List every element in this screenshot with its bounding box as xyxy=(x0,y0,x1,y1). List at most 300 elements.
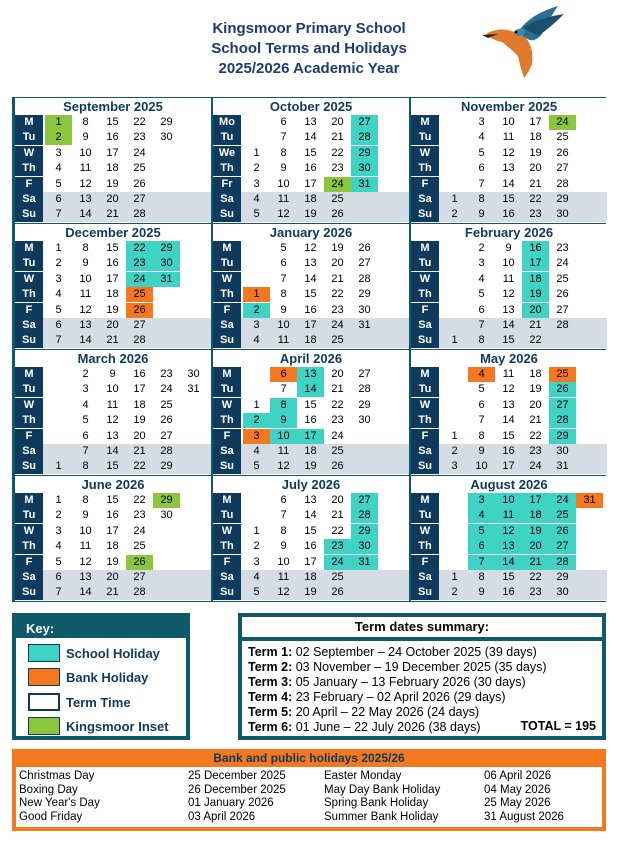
term-line: Term 2: 03 November – 19 December 2025 (35 days) xyxy=(248,660,547,674)
date-cell: 20 xyxy=(106,193,119,205)
date-cell: 4 xyxy=(253,445,260,457)
weekday-label: M xyxy=(15,241,43,256)
date-cell: 22 xyxy=(331,146,344,159)
date-cell: 17 xyxy=(502,460,515,473)
date-cell: 23 xyxy=(324,539,351,554)
date-cell: 28 xyxy=(160,445,173,457)
date-cell: 2 xyxy=(243,303,270,318)
month-title: October 2025 xyxy=(213,98,409,115)
date-cell: 18 xyxy=(133,398,146,411)
inset-swatch xyxy=(28,717,60,735)
date-cell: 27 xyxy=(133,319,146,331)
school-holiday-swatch xyxy=(28,644,60,662)
date-cell: 30 xyxy=(351,539,378,554)
holiday-name: May Day Bank Holiday xyxy=(324,783,441,796)
date-cell: 12 xyxy=(304,242,317,254)
total-days: TOTAL = 195 xyxy=(520,719,596,733)
date-cell: 24 xyxy=(133,524,146,537)
date-cell: 25 xyxy=(549,508,576,523)
date-cell: 15 xyxy=(502,193,515,205)
date-cell: 1 xyxy=(451,429,458,442)
date-cell: 22 xyxy=(331,288,344,301)
weekday-label: Sa xyxy=(411,318,439,333)
date-cell: 8 xyxy=(280,524,287,537)
date-cell: 27 xyxy=(556,303,569,316)
date-cell: 18 xyxy=(529,368,542,380)
date-cell: 21 xyxy=(331,131,344,144)
weekday-label: W xyxy=(15,398,43,413)
date-cell: 26 xyxy=(331,586,344,599)
month-title: November 2025 xyxy=(411,98,607,115)
date-cell: 18 xyxy=(304,571,317,583)
date-cell: 11 xyxy=(106,398,119,411)
date-cell: 21 xyxy=(331,509,344,522)
date-cell: 15 xyxy=(304,146,317,159)
date-cell: 1 xyxy=(55,242,62,254)
date-cell: 6 xyxy=(55,319,62,331)
weekday-label: M xyxy=(15,367,43,382)
date-cell: 30 xyxy=(358,414,371,427)
weekday-label: Tu xyxy=(213,130,241,145)
date-cell: 11 xyxy=(79,288,92,301)
month-title: March 2026 xyxy=(15,350,211,367)
date-cell: 11 xyxy=(502,131,515,144)
weekday-label: F xyxy=(411,177,439,192)
term-line: Term 1: 02 September – 24 October 2025 (39 days) xyxy=(248,645,537,659)
date-cell: 24 xyxy=(556,257,569,270)
date-cell: 10 xyxy=(277,319,290,331)
month-title: May 2026 xyxy=(411,350,607,367)
date-cell: 13 xyxy=(304,494,317,506)
term-line: Term 5: 20 April – 22 May 2026 (24 days) xyxy=(248,705,480,719)
weekday-label: W xyxy=(15,272,43,287)
date-cell: 16 xyxy=(304,540,317,553)
date-cell: 9 xyxy=(478,208,485,221)
date-cell: 26 xyxy=(331,460,344,473)
date-cell: 8 xyxy=(82,242,89,254)
weekday-label: Mo xyxy=(213,115,241,130)
date-cell: 16 xyxy=(106,131,119,144)
date-cell: 29 xyxy=(160,460,173,473)
bank-holidays-list xyxy=(16,767,602,827)
weekday-label: M xyxy=(213,493,241,508)
holiday-date: 25 May 2026 xyxy=(484,797,551,809)
date-cell: 2 xyxy=(451,208,458,221)
date-cell: 11 xyxy=(502,368,515,380)
date-cell: 10 xyxy=(475,460,488,473)
date-cell: 5 xyxy=(82,414,89,427)
date-cell: 14 xyxy=(502,319,515,331)
date-cell: 3 xyxy=(243,429,270,444)
date-cell: 27 xyxy=(549,539,576,554)
date-cell: 10 xyxy=(79,524,92,537)
date-cell: 4 xyxy=(82,398,89,411)
term-line: Term 6: 01 June – 22 July 2026 (38 days) xyxy=(248,720,481,734)
date-cell: 8 xyxy=(478,334,485,347)
date-cell: 5 xyxy=(55,177,62,190)
date-cell: 23 xyxy=(133,131,146,144)
date-cell: 13 xyxy=(502,162,515,175)
date-cell: 21 xyxy=(331,272,344,285)
date-cell: 2 xyxy=(451,586,458,599)
holiday-name: Christmas Day xyxy=(19,770,95,782)
date-cell: 7 xyxy=(55,208,62,221)
weekday-label: Tu xyxy=(411,382,439,397)
weekday-label: Th xyxy=(15,413,43,428)
date-cell: 12 xyxy=(106,414,119,427)
month-august-2026 xyxy=(411,476,607,601)
date-cell: 7 xyxy=(478,177,485,190)
date-cell: 24 xyxy=(549,115,576,130)
holiday-date: 04 May 2026 xyxy=(484,783,551,796)
holiday-date: 31 August 2026 xyxy=(484,810,564,823)
weekday-label: Th xyxy=(15,287,43,302)
date-cell: 10 xyxy=(270,429,297,444)
date-cell: 19 xyxy=(331,242,344,254)
date-cell: 10 xyxy=(277,177,290,190)
weekday-label: W xyxy=(15,146,43,161)
date-cell: 15 xyxy=(502,571,515,583)
date-cell: 13 xyxy=(297,367,324,382)
date-cell: 24 xyxy=(529,460,542,473)
date-cell: 5 xyxy=(478,288,485,301)
date-cell: 4 xyxy=(468,367,495,382)
key-school-holiday-label: School Holiday xyxy=(66,646,160,661)
date-cell: 2 xyxy=(55,509,62,522)
weekday-label: Sa xyxy=(15,570,43,585)
date-cell: 18 xyxy=(522,272,549,287)
date-cell: 16 xyxy=(304,162,317,175)
date-cell: 12 xyxy=(277,586,290,599)
date-cell: 22 xyxy=(133,116,146,128)
date-cell: 5 xyxy=(478,146,485,159)
date-cell: 19 xyxy=(106,303,119,316)
date-cell: 23 xyxy=(331,414,344,427)
date-cell: 18 xyxy=(529,131,542,144)
holiday-date: 01 January 2026 xyxy=(188,797,274,809)
date-cell: 8 xyxy=(478,193,485,205)
weekday-label: F xyxy=(213,303,241,318)
weekday-label: M xyxy=(213,367,241,382)
weekday-label: W xyxy=(411,524,439,539)
date-cell: 30 xyxy=(187,368,200,380)
date-cell: 10 xyxy=(502,116,515,128)
weekday-label: Sa xyxy=(15,444,43,459)
date-cell: 9 xyxy=(82,257,89,270)
date-cell: 21 xyxy=(529,414,542,427)
date-cell: 13 xyxy=(502,303,515,316)
weekday-label: M xyxy=(15,115,43,130)
date-cell: 3 xyxy=(478,116,485,128)
date-cell: 30 xyxy=(153,256,180,271)
date-cell: 18 xyxy=(106,288,119,301)
date-cell: 23 xyxy=(529,445,542,457)
date-cell: 14 xyxy=(79,586,92,599)
date-cell: 11 xyxy=(277,445,290,457)
date-cell: 23 xyxy=(331,303,344,316)
weekday-label: Su xyxy=(15,333,43,348)
calendar-subtitle: School Terms and Holidays xyxy=(211,40,407,57)
date-cell: 16 xyxy=(502,586,515,599)
month-december-2025 xyxy=(15,224,211,349)
date-cell: 7 xyxy=(280,509,287,522)
date-cell: 10 xyxy=(79,146,92,159)
date-cell: 23 xyxy=(529,208,542,221)
date-cell: 25 xyxy=(549,367,576,382)
term-summary-list xyxy=(242,641,602,736)
date-cell: 1 xyxy=(253,146,260,159)
term-time-swatch xyxy=(28,693,60,711)
date-cell: 30 xyxy=(358,303,371,316)
date-cell: 23 xyxy=(529,586,542,599)
date-cell: 25 xyxy=(331,334,344,347)
date-cell: 20 xyxy=(529,162,542,175)
date-cell: 12 xyxy=(277,208,290,221)
date-cell: 3 xyxy=(451,460,458,473)
date-cell: 27 xyxy=(556,162,569,175)
weekday-label: M xyxy=(411,115,439,130)
date-cell: 1 xyxy=(55,494,62,506)
date-cell: 2 xyxy=(478,242,485,254)
date-cell: 5 xyxy=(468,524,495,539)
date-cell: 22 xyxy=(331,398,344,411)
date-cell: 10 xyxy=(277,555,290,568)
date-cell: 18 xyxy=(304,193,317,205)
weekday-label: Th xyxy=(15,539,43,554)
weekday-label: F xyxy=(213,429,241,444)
date-cell: 20 xyxy=(331,494,344,506)
month-may-2026 xyxy=(411,350,607,475)
date-cell: 17 xyxy=(522,493,549,508)
date-cell: 2 xyxy=(451,445,458,457)
date-cell: 26 xyxy=(358,242,371,254)
weekday-label: Th xyxy=(411,539,439,554)
date-cell: 29 xyxy=(358,288,371,301)
date-cell: 13 xyxy=(304,257,317,270)
date-cell: 31 xyxy=(153,272,180,287)
month-title: January 2026 xyxy=(213,224,409,241)
date-cell: 19 xyxy=(522,524,549,539)
weekday-label: F xyxy=(15,429,43,444)
date-cell: 11 xyxy=(495,508,522,523)
date-cell: 28 xyxy=(549,555,576,570)
weekday-label: M xyxy=(411,241,439,256)
weekday-label: M xyxy=(213,241,241,256)
date-cell: 20 xyxy=(331,116,344,128)
date-cell: 13 xyxy=(106,429,119,442)
date-cell: 27 xyxy=(358,368,371,380)
holiday-name: Boxing Day xyxy=(19,783,78,796)
date-cell: 27 xyxy=(133,193,146,205)
date-cell: 5 xyxy=(253,586,260,599)
weekday-label: Sa xyxy=(213,192,241,207)
weekday-label: W xyxy=(411,146,439,161)
date-cell: 20 xyxy=(331,368,344,380)
month-title: December 2025 xyxy=(15,224,211,241)
weekday-label: Sa xyxy=(213,318,241,333)
weekday-label: Tu xyxy=(213,256,241,271)
date-cell: 1 xyxy=(451,193,458,205)
weekday-label: W xyxy=(213,524,241,539)
date-cell: 12 xyxy=(79,177,92,190)
weekday-label: Su xyxy=(213,333,241,348)
date-cell: 16 xyxy=(133,368,146,380)
date-cell: 17 xyxy=(106,524,119,537)
date-cell: 31 xyxy=(351,555,378,570)
date-cell: 26 xyxy=(126,303,153,318)
weekday-label: Su xyxy=(411,585,439,600)
month-january-2026 xyxy=(213,224,409,349)
date-cell: 17 xyxy=(304,177,317,190)
month-title: September 2025 xyxy=(15,98,211,115)
weekday-label: W xyxy=(411,272,439,287)
date-cell: 9 xyxy=(82,131,89,144)
date-cell: 10 xyxy=(79,272,92,285)
weekday-label: Tu xyxy=(411,130,439,145)
date-cell: 9 xyxy=(280,162,287,175)
date-cell: 25 xyxy=(331,445,344,457)
weekday-label: Th xyxy=(411,287,439,302)
weekday-label: F xyxy=(15,555,43,570)
date-cell: 22 xyxy=(529,334,542,347)
weekday-label: W xyxy=(213,398,241,413)
date-cell: 6 xyxy=(478,398,485,411)
date-cell: 22 xyxy=(126,241,153,256)
date-cell: 10 xyxy=(106,383,119,396)
date-cell: 2 xyxy=(45,130,72,145)
weekday-label: W xyxy=(213,272,241,287)
date-cell: 25 xyxy=(331,571,344,583)
date-cell: 29 xyxy=(153,493,180,508)
date-cell: 30 xyxy=(556,586,569,599)
date-cell: 5 xyxy=(280,242,287,254)
date-cell: 26 xyxy=(133,177,146,190)
date-cell: 9 xyxy=(280,540,287,553)
date-cell: 3 xyxy=(468,493,495,508)
bank-holidays-title: Bank and public holidays 2025/26 xyxy=(213,751,405,765)
date-cell: 14 xyxy=(297,382,324,397)
holiday-date: 26 December 2025 xyxy=(188,783,286,796)
date-cell: 17 xyxy=(304,319,317,331)
date-cell: 4 xyxy=(55,540,62,553)
date-cell: 29 xyxy=(556,193,569,205)
date-cell: 15 xyxy=(106,116,119,128)
date-cell: 2 xyxy=(243,413,270,428)
date-cell: 24 xyxy=(331,429,344,442)
date-cell: 26 xyxy=(549,524,576,539)
date-cell: 15 xyxy=(304,398,317,411)
month-september-2025 xyxy=(15,98,211,223)
date-cell: 4 xyxy=(478,272,485,285)
date-cell: 28 xyxy=(133,334,146,347)
term-summary-title: Term dates summary: xyxy=(242,617,602,637)
date-cell: 15 xyxy=(304,524,317,537)
date-cell: 5 xyxy=(478,383,485,396)
date-cell: 2 xyxy=(253,162,260,175)
date-cell: 8 xyxy=(270,398,297,413)
date-cell: 25 xyxy=(331,193,344,205)
date-cell: 31 xyxy=(187,383,200,396)
date-cell: 31 xyxy=(351,177,378,192)
date-cell: 7 xyxy=(55,334,62,347)
date-cell: 18 xyxy=(304,334,317,347)
date-cell: 12 xyxy=(495,524,522,539)
date-cell: 25 xyxy=(126,287,153,302)
date-cell: 3 xyxy=(253,319,260,331)
date-cell: 1 xyxy=(243,287,270,302)
weekday-label: Tu xyxy=(213,508,241,523)
date-cell: 21 xyxy=(106,334,119,347)
date-cell: 16 xyxy=(106,509,119,522)
date-cell: 8 xyxy=(478,571,485,583)
date-cell: 21 xyxy=(522,555,549,570)
date-cell: 1 xyxy=(55,460,62,473)
key-term-time-label: Term Time xyxy=(66,695,131,710)
date-cell: 19 xyxy=(304,460,317,473)
date-cell: 21 xyxy=(133,445,146,457)
date-cell: 11 xyxy=(277,193,290,205)
date-cell: 25 xyxy=(133,162,146,175)
weekday-label: Th xyxy=(411,413,439,428)
date-cell: 7 xyxy=(478,414,485,427)
weekday-label: Tu xyxy=(15,508,43,523)
weekday-label: Su xyxy=(411,459,439,474)
date-cell: 30 xyxy=(160,509,173,522)
date-cell: 19 xyxy=(106,555,119,568)
weekday-label: Sa xyxy=(213,444,241,459)
weekday-label: Tu xyxy=(15,382,43,397)
date-cell: 4 xyxy=(253,571,260,583)
date-cell: 18 xyxy=(106,162,119,175)
month-february-2026 xyxy=(411,224,607,349)
weekday-label: M xyxy=(411,493,439,508)
date-cell: 19 xyxy=(522,287,549,302)
date-cell: 16 xyxy=(502,208,515,221)
date-cell: 6 xyxy=(55,571,62,583)
date-cell: 29 xyxy=(160,116,173,128)
date-cell: 12 xyxy=(277,460,290,473)
date-cell: 9 xyxy=(270,413,297,428)
date-cell: 7 xyxy=(280,131,287,144)
holiday-name: Good Friday xyxy=(19,810,83,823)
holiday-name: Spring Bank Holiday xyxy=(324,797,429,809)
month-november-2025 xyxy=(411,98,607,223)
date-cell: 1 xyxy=(253,524,260,537)
date-cell: 22 xyxy=(133,494,146,506)
date-cell: 8 xyxy=(280,288,287,301)
date-cell: 17 xyxy=(133,383,146,396)
weekday-label: F xyxy=(213,555,241,570)
date-cell: 23 xyxy=(133,509,146,522)
date-cell: 14 xyxy=(502,414,515,427)
date-cell: 20 xyxy=(529,398,542,411)
date-cell: 19 xyxy=(133,414,146,427)
date-cell: 25 xyxy=(133,540,146,553)
date-cell: 10 xyxy=(502,257,515,270)
date-cell: 3 xyxy=(55,272,62,285)
date-cell: 9 xyxy=(280,303,287,316)
date-cell: 29 xyxy=(351,524,378,539)
date-cell: 7 xyxy=(478,319,485,331)
date-cell: 17 xyxy=(522,256,549,271)
weekday-label: Th xyxy=(213,287,241,302)
date-cell: 21 xyxy=(529,319,542,331)
date-cell: 13 xyxy=(304,116,317,128)
date-cell: 15 xyxy=(502,429,515,442)
date-cell: 6 xyxy=(478,162,485,175)
date-cell: 30 xyxy=(160,131,173,144)
date-cell: 11 xyxy=(277,334,290,347)
